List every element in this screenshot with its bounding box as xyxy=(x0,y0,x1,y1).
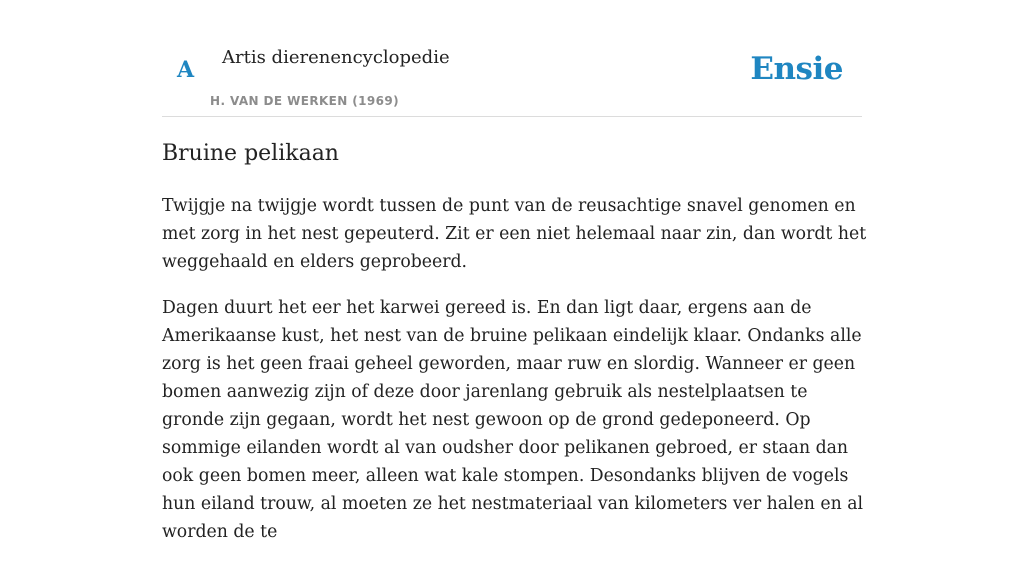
source-header xyxy=(162,0,862,117)
source-author: H. VAN DE WERKEN (1969) xyxy=(210,94,400,108)
article-paragraph: Dagen duurt het eer het karwei gereed is. En dan ligt daar, ergens aan de Amerikaanse kust, het nest van de bruine pelikaan eindelijk klaar. Ondanks alle zorg is het geen fraai geheel geworden, maar ruw en slordig. Wanneer er geen bomen aanwezig zijn of deze door jarenlang gebruik als nestelplaatsen te gronde zijn gegaan, wordt het nest gewoon op de grond gedeponeerd. Op sommige eilanden wordt al van oudsher door pelikanen gebroed, er staan dan ook geen bomen meer, alleen wat kale stompen. Desondanks blijven de vogels hun eiland trouw, al moeten ze het nestmateriaal van kilometers ver halen en al worden de te xyxy=(162,298,864,542)
ensie-logo[interactable]: Ensie xyxy=(750,51,843,87)
article-paragraph: Twijgje na twijgje wordt tussen de punt van de reusachtige snavel genomen en met zorg in het nest gepeuterd. Zit er een niet helemaal naar zin, dan wordt het weggehaald en elders geprobeerd. xyxy=(162,196,867,272)
index-letter-link[interactable]: A xyxy=(177,57,195,83)
source-title-link[interactable]: Artis dierenencyclopedie xyxy=(222,47,450,68)
article-body xyxy=(162,192,868,564)
article-title: Bruine pelikaan xyxy=(162,141,339,166)
